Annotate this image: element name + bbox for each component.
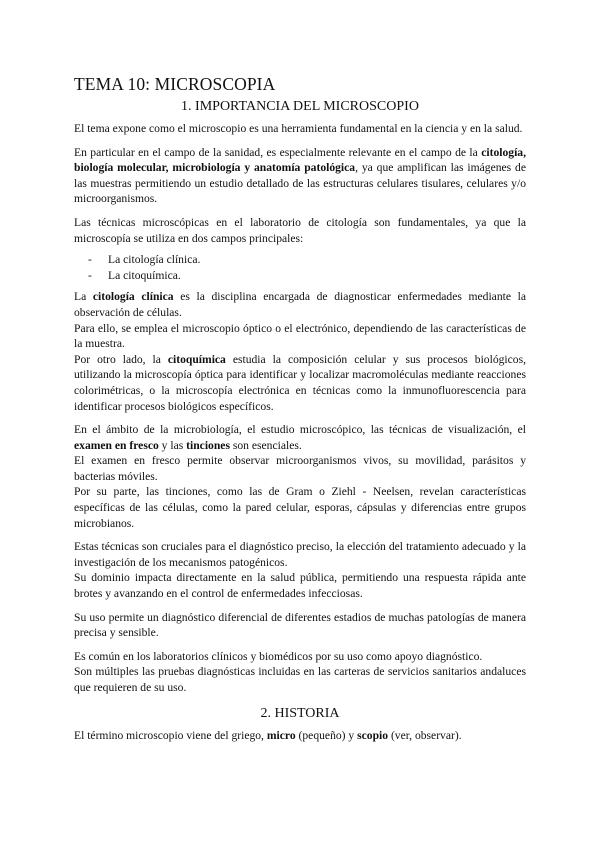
paragraph-laboratorios: Es común en los laboratorios clínicos y biomédicos por su uso como apoyo diagnóstico.	[74, 649, 483, 663]
paragraph-tecnicas: Las técnicas microscópicas en el laboratorio de citología son fundamentales, ya que la microscopía se utiliza en dos campos principales:	[74, 215, 526, 245]
paragraph-pruebas: Son múltiples las pruebas diagnósticas incluidas en las carteras de servicios sanitarios andaluces que requieren de su uso.	[74, 665, 526, 694]
paragraph-intro: El tema expone como el microscopio es una herramienta fundamental en la ciencia y en la salud.	[74, 122, 523, 135]
document-title: TEMA 10: MICROSCOPIA	[74, 74, 276, 94]
paragraph-diagnostico: Su uso permite un diagnóstico diferencial de diferentes estadios de muchas patologías de manera precisa y sensible.	[74, 610, 526, 640]
paragraph-termino: El término microscopio viene del griego, micro (pequeño) y scopio (ver, observar).	[74, 728, 462, 742]
paragraph-citoquimica: Por otro lado, la citoquímica estudia la composición celular y sus procesos biológicos, utilizando la microscopía óptica para identificar y localizar macromoléculas mediante reacciones colorimétricas, o la microscopía electrónica en técnicas como la inmunofluorescencia para identificar procesos biológicos específicos.	[74, 352, 526, 413]
section-heading-importancia: 1. IMPORTANCIA DEL MICROSCOPIO	[181, 99, 419, 114]
paragraph-microbiologia: En el ámbito de la microbiología, el estudio microscópico, las técnicas de visualización, el examen en fresco y las tinciones son esenciales.	[74, 423, 526, 452]
paragraph-dominio: Su dominio impacta directamente en la salud pública, permitiendo una respuesta rápida ante brotes y avanzando en el control de enfermedades infecciosas.	[74, 571, 526, 601]
list-item: - La citoquímica.	[88, 268, 181, 282]
paragraph-citologia: La citología clínica es la disciplina encargada de diagnosticar enfermedades mediante la observación de células.	[74, 290, 526, 319]
section-heading-historia: 2. HISTORIA	[260, 705, 340, 721]
list-item: - La citología clínica.	[88, 253, 201, 267]
campos-list	[74, 252, 526, 283]
paragraph-cruciales: Estas técnicas son cruciales para el diagnóstico preciso, la elección del tratamiento adecuado y la investigación de los mecanismos patogénicos.	[74, 540, 526, 569]
paragraph-tinciones: Por su parte, las tinciones, como las de Gram o Ziehl - Neelsen, revelan características específicas de las células, como la pared celular, esporas, cápsulas y diferencias entre grupos microbianos.	[74, 485, 526, 530]
paragraph-examen-fresco: El examen en fresco permite observar microorganismos vivos, su movilidad, parásitos y bacterias móviles.	[74, 454, 526, 483]
document-page	[74, 74, 526, 743]
paragraph-microscopio: Para ello, se emplea el microscopio óptico o el electrónico, dependiendo de las características de la muestra.	[74, 321, 526, 351]
paragraph-sanidad: En particular en el campo de la sanidad, es especialmente relevante en el campo de la citología, biología molecular, microbiología y anatomía patológica, ya que amplifican las imágenes de las muestras permitiendo un estudio detallado de las estructuras celulares tisulares, celulares y/o microorganismos.	[74, 145, 526, 206]
